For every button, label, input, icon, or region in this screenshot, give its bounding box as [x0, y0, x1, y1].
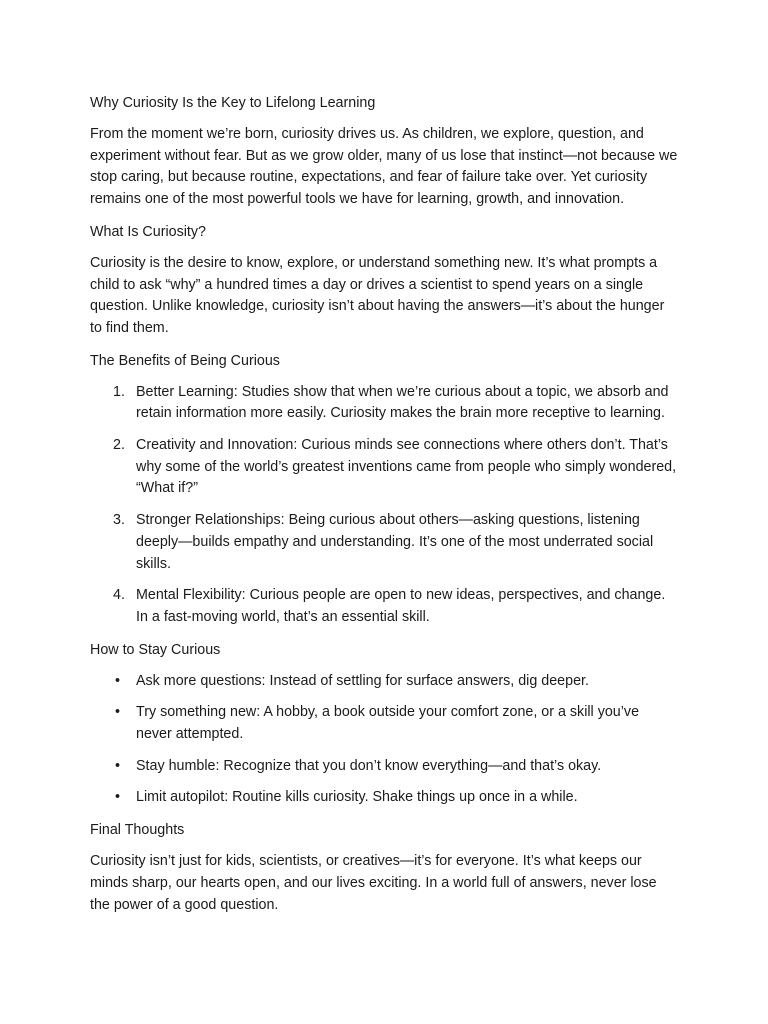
benefits-list [90, 382, 678, 629]
section-body-what-is-curiosity: Curiosity is the desire to know, explore, or understand something new. It’s what prompts a child to ask “why” a hundred times a day or drives a scientist to spend years on a single question. Unlike knowledge, curiosity isn’t about having the answers—it’s about the hunger to find them. [90, 254, 665, 336]
list-item [90, 382, 678, 425]
intro-paragraph: From the moment we’re born, curiosity drives us. As children, we explore, question, and experiment without fear. But as we grow older, many of us lose that instinct—not because we stop caring, but because routine, expectations, and fear of failure take over. Yet curiosity remains one of the most powerful tools we have for learning, growth, and innovation. [90, 126, 678, 208]
list-number: 2. [113, 437, 125, 454]
list-item-text: Try something new: A hobby, a book outside your comfort zone, or a skill you’ve never attempted. [136, 704, 640, 743]
list-item [90, 510, 678, 575]
section-heading-benefits: The Benefits of Being Curious [90, 352, 280, 369]
section-body-final-thoughts: Curiosity isn’t just for kids, scientists, or creatives—it’s for everyone. It’s what keeps our minds sharp, our hearts open, and our lives exciting. In a world full of answers, never lose the power of a good question. [90, 853, 657, 913]
list-item [90, 787, 678, 809]
list-item [90, 585, 678, 628]
section-heading-stay-curious: How to Stay Curious [90, 641, 221, 658]
list-item-text: Stay humble: Recognize that you don’t know everything—and that’s okay. [136, 757, 602, 774]
list-number: 1. [113, 383, 125, 400]
list-item-text: Better Learning: Studies show that when we’re curious about a topic, we absorb and retain information more easily. Curiosity makes the brain more receptive to learning. [136, 383, 669, 422]
section-heading-what-is-curiosity: What Is Curiosity? [90, 223, 206, 240]
list-number: 4. [113, 587, 125, 604]
list-item-text: Stronger Relationships: Being curious about others—asking questions, listening deeply—builds empathy and understanding. It’s one of the most underrated social skills. [136, 512, 654, 572]
tips-list [90, 671, 678, 810]
list-item-text: Mental Flexibility: Curious people are open to new ideas, perspectives, and change. In a fast-moving world, that’s an essential skill. [136, 587, 666, 625]
list-item [90, 435, 678, 500]
list-item-text: Ask more questions: Instead of settling for surface answers, dig deeper. [136, 672, 589, 689]
bullet-icon: • [115, 789, 121, 806]
bullet-icon: • [115, 704, 121, 721]
section-heading-final-thoughts: Final Thoughts [90, 822, 185, 839]
list-item-text: Creativity and Innovation: Curious minds see connections where others don’t. That’s why some of the world’s greatest inventions came from people who simply wondered, “What if?” [136, 437, 677, 497]
list-item-text: Limit autopilot: Routine kills curiosity. Shake things up once in a while. [136, 789, 578, 806]
list-number: 3. [113, 512, 125, 529]
list-item [90, 671, 678, 693]
document-title: Why Curiosity Is the Key to Lifelong Learning [90, 95, 376, 111]
list-item [90, 756, 678, 778]
bullet-icon: • [115, 672, 121, 689]
bullet-icon: • [115, 757, 121, 774]
list-item [90, 702, 678, 745]
